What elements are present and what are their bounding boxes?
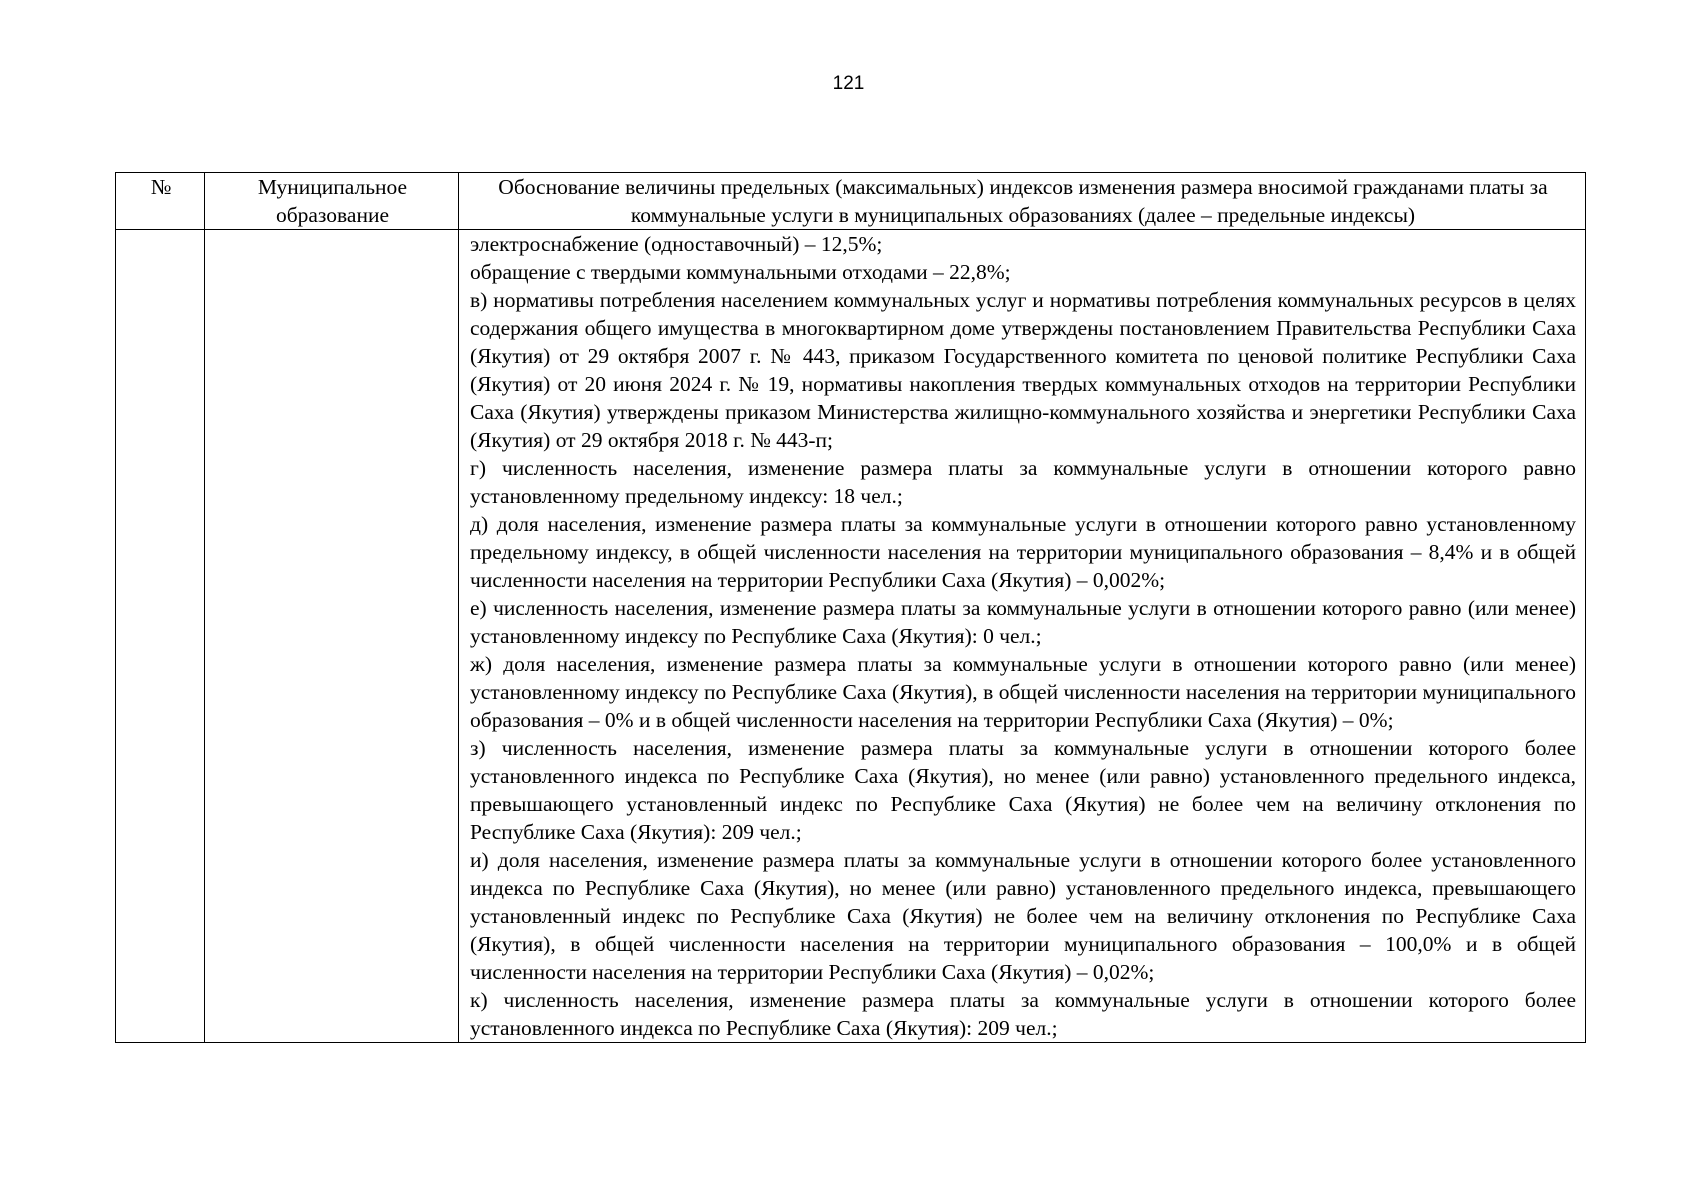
paragraph-waste: обращение с твердыми коммунальными отходами – 22,8%; xyxy=(470,260,1011,284)
paragraph-i-share: и) доля населения, изменение размера платы за коммунальные услуги в отношении которого более установленного индекса по Республике Саха (Якутия), но менее (или равно) установленного предельного индекса, превышающего установленный индекс по Республике Саха (Якутия) не более чем на величину отклонения по Республике Саха (Якутия), в общей численности населения на территории муниципального образования – 100,0% и в общей численности населения на территории Республики Саха (Якутия) – 0,02%; xyxy=(470,848,1576,984)
cell-number xyxy=(116,230,205,1043)
table-row xyxy=(116,230,1586,1043)
paragraph-zh-share: ж) доля населения, изменение размера платы за коммунальные услуги в отношении которого равно (или менее) установленному индексу по Республике Саха (Якутия), в общей численности населения на территории муниципального образования – 0% и в общей численности населения на территории Республики Саха (Якутия) – 0%; xyxy=(470,652,1576,732)
paragraph-z-population: з) численность населения, изменение размера платы за коммунальные услуги в отношении которого более установленного индекса по Республике Саха (Якутия), но менее (или равно) установленного предельного индекса, превышающего установленный индекс по Республике Саха (Якутия) не более чем на величину отклонения по Республике Саха (Якутия): 209 чел.; xyxy=(470,736,1576,844)
paragraph-d-share: д) доля населения, изменение размера платы за коммунальные услуги в отношении которого равно установленному предельному индексу, в общей численности населения на территории муниципального образования – 8,4% и в общей численности населения на территории Республики Саха (Якутия) – 0,002%; xyxy=(470,512,1576,592)
page-number: 121 xyxy=(832,73,865,94)
paragraph-e-population: е) численность населения, изменение размера платы за коммунальные услуги в отношении которого равно (или менее) установленному индексу по Республике Саха (Якутия): 0 чел.; xyxy=(470,596,1576,648)
header-justification xyxy=(459,173,1586,230)
paragraph-k-population: к) численность населения, изменение размера платы за коммунальные услуги в отношении которого более установленного индекса по Республике Саха (Якутия): 209 чел.; xyxy=(470,988,1576,1040)
cell-municipality xyxy=(205,230,459,1043)
header-municipality xyxy=(205,173,459,230)
cell-justification xyxy=(459,230,1586,1043)
justification-table xyxy=(115,172,1586,1043)
justification-text xyxy=(459,230,1585,1042)
header-municipality-label: Муниципальное образование xyxy=(257,175,408,227)
paragraph-v-norms: в) нормативы потребления населением коммунальных услуг и нормативы потребления коммунальных ресурсов в целях содержания общего имущества в многоквартирном доме утверждены постановлением Правительства Республики Саха (Якутия) от 29 октября 2007 г. № 443, приказом Государственного комитета по ценовой политике Республики Саха (Якутия) от 20 июня 2024 г. № 19, нормативы накопления твердых коммунальных отходов на территории Республики Саха (Якутия) утверждены приказом Министерства жилищно-коммунального хозяйства и энергетики Республики Саха (Якутия) от 29 октября 2018 г. № 443-п; xyxy=(470,288,1576,452)
paragraph-electricity: электроснабжение (одноставочный) – 12,5%; xyxy=(470,232,883,256)
header-number-label: № xyxy=(150,175,172,199)
header-number xyxy=(116,173,205,230)
paragraph-g-population: г) численность населения, изменение размера платы за коммунальные услуги в отношении которого равно установленному предельному индексу: 18 чел.; xyxy=(470,456,1576,508)
header-justification-label: Обоснование величины предельных (максимальных) индексов изменения размера вносимой гражданами платы за коммунальные услуги в муниципальных образованиях (далее – предельные индексы) xyxy=(498,175,1548,227)
table-header-row xyxy=(116,173,1586,230)
